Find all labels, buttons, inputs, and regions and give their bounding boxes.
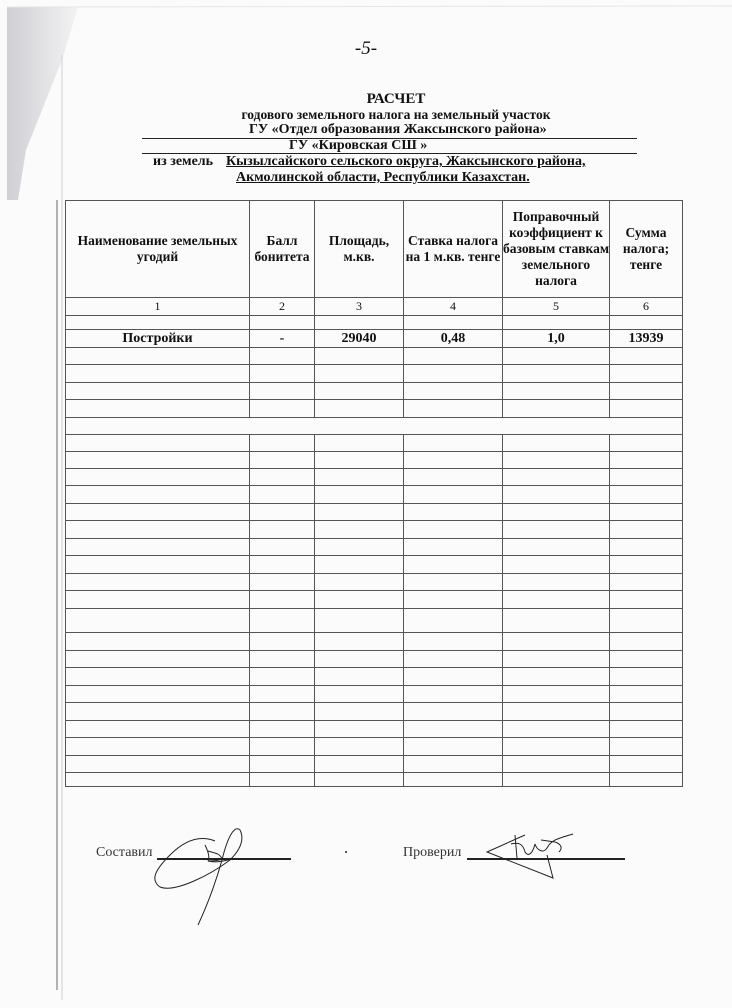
table-row-blank — [66, 316, 683, 330]
compiled-by-label: Составил — [96, 845, 153, 860]
table-row-empty — [66, 469, 683, 486]
table-row-empty — [66, 686, 683, 703]
cell-tax-rate: 0,48 — [404, 330, 503, 348]
table-row-empty — [66, 609, 683, 633]
header-bonitet-score: Балл бонитета — [250, 201, 315, 298]
header-tax-amount: Сумма налога; тенге — [610, 201, 683, 298]
table-row-empty — [66, 400, 683, 418]
header-tax-rate: Ставка налога на 1 м.кв. тенге — [404, 201, 503, 298]
table-row-empty — [66, 651, 683, 668]
table-row-empty — [66, 556, 683, 574]
checked-by-signature — [485, 830, 595, 890]
lands-line-1: Кызылсайского сельского округа, Жаксынского района, — [226, 154, 586, 169]
table-row-empty — [66, 574, 683, 591]
cell-area: 29040 — [315, 330, 404, 348]
column-number: 3 — [315, 298, 404, 316]
cell-land-name: Постройки — [66, 330, 250, 348]
table-row-empty — [66, 418, 683, 435]
org-line-1: ГУ «Отдел образования Жаксынского района» — [249, 122, 547, 137]
column-number: 5 — [503, 298, 610, 316]
table-row-empty — [66, 756, 683, 773]
cell-bonitet-score: - — [250, 330, 315, 348]
page-number: -5- — [354, 38, 378, 59]
table-row-empty — [66, 773, 683, 787]
column-number: 2 — [250, 298, 315, 316]
table-row-empty — [66, 486, 683, 504]
table-row-empty — [66, 521, 683, 539]
column-number-row — [66, 298, 683, 316]
table-row-empty — [66, 452, 683, 469]
column-number: 6 — [610, 298, 683, 316]
document-title: РАСЧЕТ — [366, 91, 426, 107]
table-row-empty — [66, 703, 683, 721]
table-row-empty — [66, 365, 683, 383]
table-row-empty — [66, 738, 683, 756]
table-row-empty — [66, 591, 683, 609]
table-row-empty — [66, 504, 683, 521]
table-header-row — [66, 201, 683, 298]
checked-by-label: Проверил — [403, 845, 462, 860]
tax-calculation-table — [65, 200, 683, 787]
table-row-empty — [66, 721, 683, 738]
cell-tax-amount: 13939 — [610, 330, 683, 348]
ink-dot — [345, 851, 347, 853]
header-area: Площадь, м.кв. — [315, 201, 404, 298]
compiled-by-signature — [150, 825, 300, 945]
org-line-2: ГУ «Кировская СШ » — [289, 138, 428, 153]
lands-line-2: Акмолинской области, Республики Казахстан. — [236, 170, 530, 185]
lands-prefix: из земель — [153, 154, 214, 169]
table-row — [66, 330, 683, 348]
table-row-empty — [66, 383, 683, 400]
table-row-empty — [66, 633, 683, 651]
table-row-empty — [66, 348, 683, 365]
document-subtitle: годового земельного налога на земельный участок — [241, 107, 551, 122]
header-correction-coefficient: Поправочный коэффициент к базовым ставкам земельного налога — [503, 201, 610, 298]
cell-correction-coefficient: 1,0 — [503, 330, 610, 348]
header-land-name: Наименование земельных угодий — [66, 201, 250, 298]
column-number: 4 — [404, 298, 503, 316]
table-row-empty — [66, 668, 683, 686]
table-row-empty — [66, 539, 683, 556]
table-row-empty — [66, 435, 683, 452]
column-number: 1 — [66, 298, 250, 316]
